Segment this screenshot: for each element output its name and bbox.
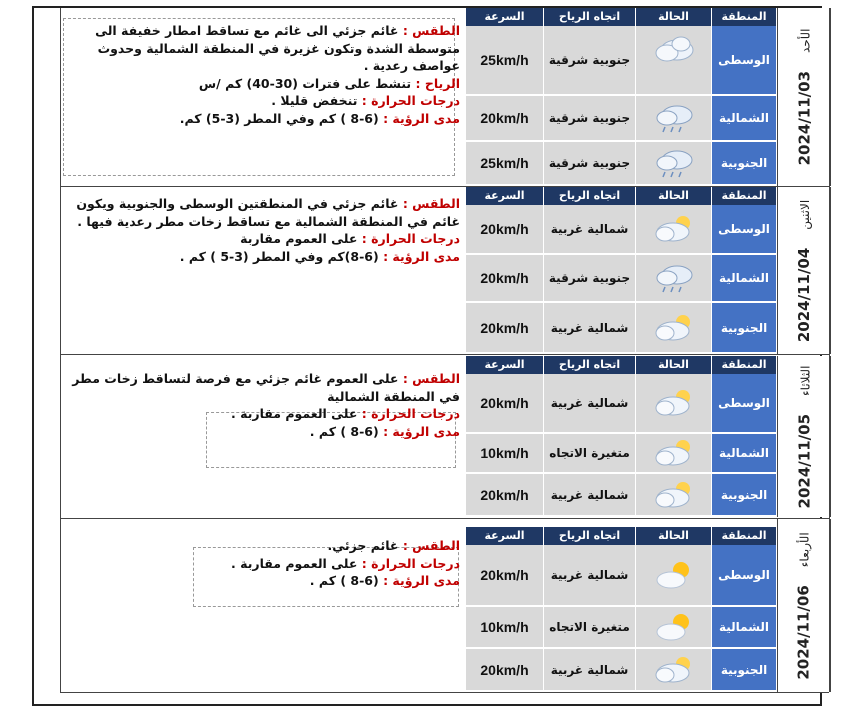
forecast-text [60,195,460,265]
header-region: المنطقة [712,187,777,205]
wind-speed: 20km/h [466,205,544,255]
temperature-label: درجات الحرارة : [361,93,460,108]
header-wind-direction: اتجاه الرياح [544,356,636,374]
rain-cloud-icon [636,255,712,303]
visibility-text: (6-8 ) كم . [309,423,379,439]
day-name: الأحد [798,28,813,53]
table-row [466,649,777,692]
wind-label: الرياح : [415,75,460,91]
header-region: المنطقة [712,8,777,26]
weather-label: الطقس : [402,371,460,386]
visibility-label: مدى الرؤية : [383,110,460,126]
wind-speed: 20km/h [466,374,544,434]
region-name: الجنوبية [712,474,777,517]
day-name: الاثنين [798,199,813,230]
visibility-label: مدى الرؤية : [383,573,460,588]
visibility-text: (6-8)كم وفي المطر (3-5 ) كم . [179,248,379,264]
sun-cloud-icon [636,545,712,607]
visibility-text: (6-8 ) كم وفي المطر (3-5) كم. [179,110,379,126]
rain-cloud-icon [636,142,712,186]
header-condition: الحالة [636,8,712,26]
day-name: الثلاثاء [798,365,812,396]
wind-speed: 20km/h [466,96,544,142]
region-name: الشمالية [712,255,777,303]
header-wind-direction: اتجاه الرياح [544,187,636,205]
temperature-text: على العموم مقاربة . [231,555,358,571]
rain-cloud-icon [636,96,712,142]
wind-direction: متغيرة الاتجاه [544,607,636,649]
weather-text: غائم جزئي في المنطقتين الوسطى والجنوبية ويكون غائم في المنطقة الشمالية مع تساقط زخات مطر رعدية فيها . [76,196,460,229]
forecast-text [60,537,460,590]
table-header [466,527,777,545]
date-label: 2024/11/05 [795,413,813,508]
region-name: الوسطى [712,205,777,255]
table-row [466,374,777,434]
visibility-label: مدى الرؤية : [383,248,460,264]
header-region: المنطقة [712,527,777,545]
header-speed: السرعة [466,187,544,205]
wind-direction: جنوبية شرقية [544,96,636,142]
date-column [777,519,831,692]
wind-direction: جنوبية شرقية [544,26,636,96]
partly-cloudy-sun-icon [636,205,712,255]
table-row [466,26,777,96]
visibility-label: مدى الرؤية : [383,423,460,439]
partly-cloudy-sun-icon [636,649,712,692]
sun-cloud-icon [636,607,712,649]
table-row [466,434,777,474]
region-name: الجنوبية [712,303,777,354]
wind-speed: 10km/h [466,434,544,474]
header-wind-direction: اتجاه الرياح [544,527,636,545]
forecast-table [466,527,777,692]
table-row [466,255,777,303]
header-condition: الحالة [636,356,712,374]
date-label: 2024/11/06 [795,584,814,680]
table-header [466,356,777,374]
wind-speed: 20km/h [466,474,544,517]
header-speed: السرعة [466,356,544,374]
wind-direction: جنوبية شرقية [544,255,636,303]
table-row [466,142,777,186]
date-column [777,187,831,354]
day-name: الأربعاء [798,531,813,567]
region-name: الجنوبية [712,649,777,692]
wind-speed: 10km/h [466,607,544,649]
table-row [466,303,777,354]
date-column [777,8,831,186]
visibility-text: (6-8 ) كم . [309,573,379,588]
wind-speed: 25km/h [466,26,544,96]
day-block-1 [60,8,829,186]
forecast-table [466,356,777,517]
table-header [466,8,777,26]
temperature-label: درجات الحرارة : [361,231,460,246]
divider [60,354,829,355]
weather-label: الطقس : [402,538,460,553]
wind-speed: 20km/h [466,303,544,354]
region-name: الجنوبية [712,142,777,186]
date-column [777,356,831,517]
forecast-table [466,187,777,354]
divider [60,518,829,519]
date-label: 2024/11/04 [795,247,814,342]
region-name: الوسطى [712,26,777,96]
region-name: الوسطى [712,545,777,607]
temperature-label: درجات الحرارة : [361,406,460,421]
partly-cloudy-sun-icon [636,434,712,474]
weather-text: على العموم غائم جزئي مع فرصة لتساقط زخات مطر في المنطقة الشمالية [72,371,460,404]
wind-direction: شمالية غربية [544,303,636,354]
table-row [466,205,777,255]
temperature-text: على العموم مقاربة [240,231,358,246]
header-condition: الحالة [636,187,712,205]
header-region: المنطقة [712,356,777,374]
region-name: الشمالية [712,96,777,142]
wind-direction: شمالية غربية [544,545,636,607]
wind-direction: متغيرة الاتجاه [544,434,636,474]
region-name: الشمالية [712,607,777,649]
right-border [829,8,830,692]
weather-label: الطقس : [402,196,460,211]
divider [60,692,829,693]
table-header [466,187,777,205]
wind-speed: 25km/h [466,142,544,186]
region-name: الوسطى [712,374,777,434]
day-block-4 [60,527,829,692]
wind-direction: شمالية غربية [544,474,636,517]
table-row [466,607,777,649]
table-row [466,545,777,607]
region-name: الشمالية [712,434,777,474]
wind-direction: شمالية غربية [544,374,636,434]
wind-speed: 20km/h [466,649,544,692]
partly-cloudy-gray-icon [636,26,712,96]
temperature-text: على العموم مقاربة . [231,406,358,421]
temperature-text: تنخفض قليلا . [271,93,358,108]
partly-cloudy-sun-icon [636,374,712,434]
header-wind-direction: اتجاه الرياح [544,8,636,26]
wind-speed: 20km/h [466,545,544,607]
wind-direction: جنوبية شرقية [544,142,636,186]
partly-cloudy-sun-icon [636,303,712,354]
weather-label: الطقس : [402,23,460,38]
wind-text: تنشط على فترات (30-40) كم /س [198,75,412,91]
day-block-3 [60,356,829,517]
wind-speed: 20km/h [466,255,544,303]
header-speed: السرعة [466,527,544,545]
forecast-text [60,370,460,440]
wind-direction: شمالية غربية [544,205,636,255]
header-speed: السرعة [466,8,544,26]
header-condition: الحالة [636,527,712,545]
day-block-2 [60,187,829,354]
table-row [466,474,777,517]
partly-cloudy-sun-icon [636,474,712,517]
wind-direction: شمالية غربية [544,649,636,692]
forecast-text [60,22,460,127]
table-row [466,96,777,142]
date-label: 2024/11/03 [795,70,814,166]
left-border [60,8,61,692]
temperature-label: درجات الحرارة : [361,555,460,571]
weather-text: غائم جزئي. [327,538,399,553]
weather-text: غائم جزئي الى غائم مع تساقط امطار خفيفة الى متوسطة الشدة وتكون غزيرة في المنطقة الشمالية وحدوث عواصف رعدية . [95,23,460,73]
forecast-table [466,8,777,186]
